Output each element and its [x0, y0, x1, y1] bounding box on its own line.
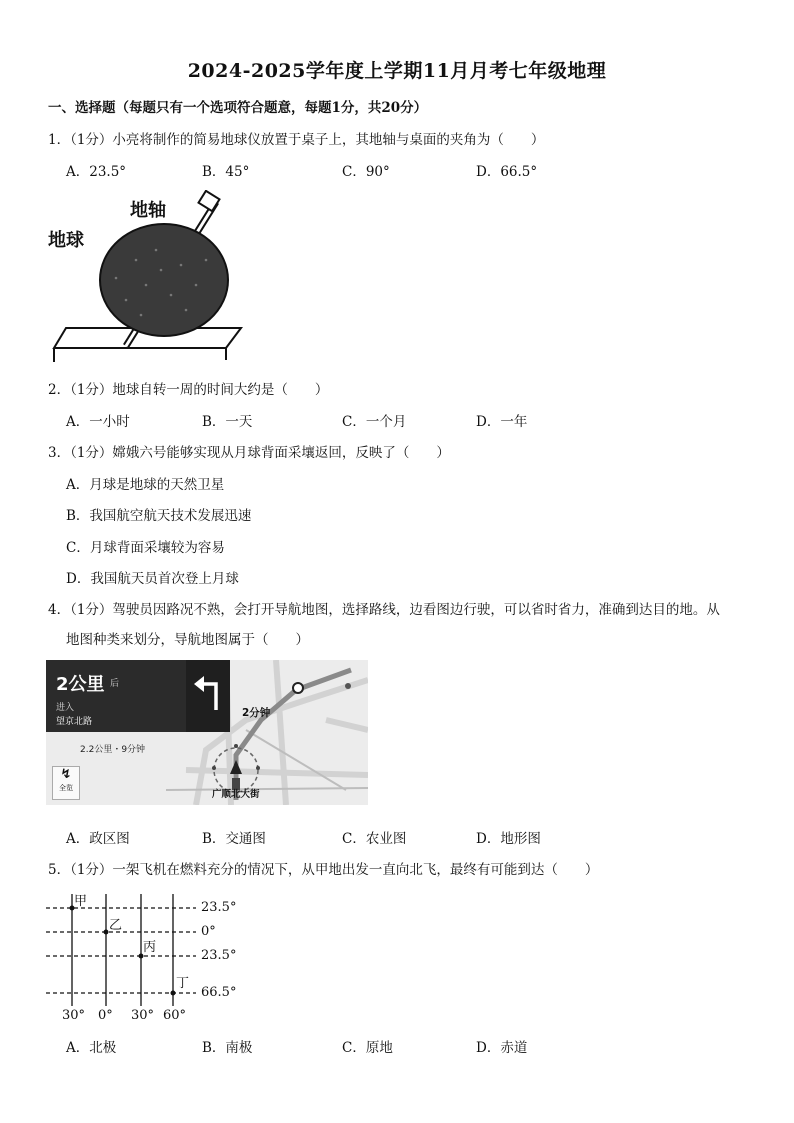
lat-label-3: 23.5°: [201, 948, 237, 963]
lon-label-1: 30°: [62, 1008, 86, 1023]
q3-option-c[interactable]: C．月球背面采壤较为容易: [66, 540, 225, 556]
question-2-stem: 2．（1分）地球自转一周的时间大约是（ ）: [48, 382, 329, 398]
lon-label-3: 30°: [131, 1008, 155, 1023]
q3-option-b[interactable]: B．我国航空航天技术发展迅速: [66, 508, 252, 524]
point-ding: 丁: [176, 976, 190, 991]
lon-label-4: 60°: [163, 1008, 187, 1023]
question-5-stem: 5．（1分）一架飞机在燃料充分的情况下，从甲地出发一直向北飞，最终有可能到达（ ）: [48, 862, 599, 878]
q4-option-d[interactable]: D．地形图: [476, 831, 541, 847]
q3-option-d[interactable]: D．我国航天员首次登上月球: [66, 571, 239, 587]
q1-option-a[interactable]: A．23.5°: [66, 164, 127, 180]
point-yi: 乙: [109, 918, 123, 933]
q4-option-b[interactable]: B．交通图: [202, 831, 266, 847]
q5-option-d[interactable]: D．赤道: [476, 1040, 528, 1056]
nav-time-tag: 2分钟: [242, 707, 271, 719]
turn-left-icon: [186, 660, 230, 732]
navigation-map-figure: [46, 660, 368, 805]
question-1-stem: 1．（1分）小亮将制作的简易地球仪放置于桌子上，其地轴与桌面的夹角为（ ）: [48, 132, 545, 148]
lat-lon-grid-figure: [46, 888, 256, 1028]
question-3-stem: 3．（1分）嫦娥六号能够实现从月球背面采壤返回，反映了（ ）: [48, 445, 450, 461]
nav-eta: 2.2公里・9分钟: [80, 745, 146, 755]
q2-option-b[interactable]: B．一天: [202, 414, 253, 430]
q5-option-c[interactable]: C．原地: [342, 1040, 393, 1056]
route-icon: ↯: [60, 767, 72, 782]
nav-after: 后: [110, 679, 120, 689]
q1-option-d[interactable]: D．66.5°: [476, 164, 538, 180]
q2-option-a[interactable]: A．一小时: [66, 414, 130, 430]
q5-option-a[interactable]: A．北极: [66, 1040, 117, 1056]
q2-option-d[interactable]: D．一年: [476, 414, 528, 430]
lat-label-2: 0°: [201, 924, 216, 939]
globe-on-table-figure: [46, 190, 256, 366]
nav-instruction-panel: [46, 660, 186, 732]
q5-option-b[interactable]: B．南极: [202, 1040, 253, 1056]
q1-option-b[interactable]: B．45°: [202, 164, 250, 180]
question-4-stem-line2: 地图种类来划分，导航地图属于（ ）: [66, 632, 309, 648]
nav-road-name: 望京北路: [56, 717, 93, 727]
lon-label-2: 0°: [98, 1008, 113, 1023]
axis-label: 地轴: [130, 200, 166, 221]
question-4-stem-line1: 4．（1分）驾驶员因路况不熟，会打开导航地图，选择路线，边看图边行驶，可以省时省力，准确到达目的地。从: [48, 602, 720, 618]
q1-option-c[interactable]: C．90°: [342, 164, 390, 180]
lat-label-1: 23.5°: [201, 900, 237, 915]
nav-distance: 2公里: [56, 674, 105, 695]
section-heading: 一、选择题（每题只有一个选项符合题意，每题1分，共20分）: [48, 100, 428, 116]
nav-street-name: 广顺北大街: [212, 789, 260, 800]
full-view-label: 全览: [59, 784, 73, 792]
page-title: 2024-2025学年度上学期11月月考七年级地理: [187, 60, 607, 82]
q4-option-c[interactable]: C．农业图: [342, 831, 407, 847]
globe-label: 地球: [48, 230, 84, 251]
point-bing: 丙: [143, 940, 157, 955]
point-jia: 甲: [74, 894, 88, 909]
nav-enter: 进入: [56, 703, 75, 713]
full-view-button[interactable]: [52, 766, 80, 800]
q4-option-a[interactable]: A．政区图: [66, 831, 130, 847]
q3-option-a[interactable]: A．月球是地球的天然卫星: [66, 477, 225, 493]
lat-label-4: 66.5°: [201, 985, 237, 1000]
q2-option-c[interactable]: C．一个月: [342, 414, 407, 430]
